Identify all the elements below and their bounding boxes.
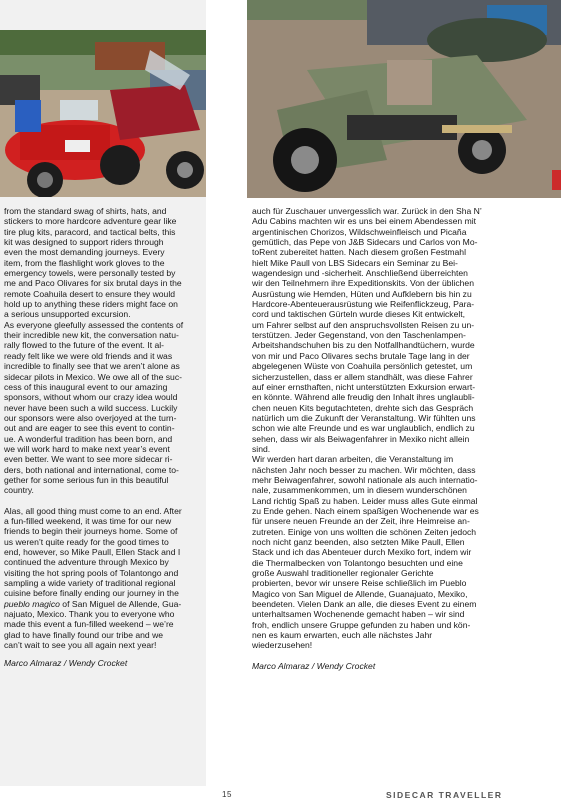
left-paragraph-2a: Alas, all good thing must come to an end. After a fun-filled weekend, it was time for our new friends to begin their journeys home. Some of us weren’t quite ready for the good times to end, however, so Mike Paull, Ellen Stack and I continued the adventure through Mexico by visiting the hot spring pools of Tolantongo and sampling a wide variety of traditional regional cuisine before finally ending our journey in the — [4, 505, 182, 599]
green-sidecar-motorcycle-photo-icon — [247, 0, 561, 198]
right-paragraph-1: auch für Zuschauer unvergesslich war. Zurück in den Sha N’ Adu Cabins machten wir es uns bei einem Abendessen mit argentinischen Chorizos, Wildschweinfleisch und Picaña gemütlich, das Pepe von J&B Sidecars und Carlos von Mo- toRent zubereitet hatten. Nach diesem großen Festmahl hielt Mike Paull von LBS Sidecars ein Seminar zu Bei- wagendesign und -sicherheit. Anschließend überreichten wir den Teilnehmern ihre Expeditionskits. Von der üblichen Ausrüstung wie Hemden, Hüten und Aufklebern bis hin zu Hardcore-Abenteuerausrüstung wie Reifenflickzeug, Para- cord und taktischen Gürteln wurde dieses Kit entwickelt, um Fahrer selbst auf den anspruchsvollsten Reisen zu un- terstützen. Jeder Gegenstand, von den Taschenlampen- Arbeitshandschuhen bis zu den Notfallhandtüchern, wurde von mir und Paco Olivares sechs brutale Tage lang in der abgelegenen Wüste von Coahuila persönlich getestet, um sicherzustellen, dass er allem standhält, was diese Fahrer auf einer ernsthaften, nicht unterstützten Exkursion erwart- en könnte. Während alle freudig den Inhalt ihres unglaubli- chen neuen Kits begutachteten, drehte sich das Gespräch natürlich um die Zukunft der Veranstaltung. Wir fühlten uns schon wie alte Freunde und es war unglaublich, endlich zu sehen, dass wir als Beiwagenfahrer in Mexiko nicht allein sind. Wir werden hart daran arbeiten, die Veranstaltung im nächsten Jahr noch besser zu machen. Wir möchten, dass mehr Beiwagenfahrer, sowohl nationale als auch internatio- nale, zusammenkommen, um in diesem wunderschönen Land richtig Spaß zu haben. Leider muss alles Gute einmal zu Ende gehen. Nach einem spaßigen Wochenende war es für unsere neuen Freunde an der Zeit, ihre Heimreise an- zutreten. Einige von uns wollten die schönen Zeiten jedoch noch nicht ganz beenden, also setzten Mike Paull, Ellen Stack und ich das Abenteuer durch Mexiko fort, indem wir die Thermalbecken von Tolantongo besuchten und eine große Auswahl traditioneller regionaler Gerichte probierten, bevor wir unsere Reise schließlich im Pueblo Magico von San Miguel de Allende, Guanajuato, Mexiko, beendeten. Vielen Dank an alle, die dieses Event zu einem unterhaltsamen Wochenende gemacht haben – wir sind froh, endlich unsere Gruppe gefunden zu haben und kön- nen es kaum erwarten, euch alle nächstes Jahr wiederzusehen! — [252, 206, 482, 651]
right-author: Marco Almaraz / Wendy Crocket — [252, 660, 376, 671]
magazine-name: SIDECAR TRAVELLER — [386, 790, 503, 800]
photo-green-sidecar — [247, 0, 561, 198]
left-column — [0, 0, 206, 786]
left-article-text — [4, 206, 204, 669]
page-number: 15 — [222, 790, 232, 799]
red-sidecar-motorcycle-photo-icon — [0, 30, 206, 197]
left-paragraph-2 — [4, 506, 204, 651]
left-paragraph-1: from the standard swag of shirts, hats, and stickers to more hardcore adventure gear like tire plug kits, paracord, and tactical belts, this kit was designed to support riders through even the most demanding journeys. Every item, from the flashlight work gloves to the emergency towels, were personally tested by me and Paco Olivares for six brutal days in the remote Coahuila desert to ensure they would hold up to anything these riders might face on a serious unsupported excursion. As everyone gleefully assessed the contents of their incredible new kit, the conversation natu- rally flowed to the future of the event. It al- ready felt like we were old friends and it was incredible to finally see that we aren’t alone as sidecar pilots in Mexico. We owe all of the suc- cess of this inaugural event to our amazing sponsors, without whom our crazy idea would never have been such a wild success. Luckily our sponsors were also overjoyed at the turn- out and are eager to see this event to contin- ue. A wonderful tradition has been born, and we will work hard to make next year’s event even better. We want to see more sidecar ri- ders, both national and international, come to- gether for some serious fun in this beautiful country. — [4, 206, 184, 496]
right-article-text — [252, 206, 556, 671]
left-author: Marco Almaraz / Wendy Crocket — [4, 658, 128, 669]
pueblo-magico-italic: pueblo magico — [4, 598, 60, 609]
photo-red-sidecar — [0, 30, 206, 197]
right-column — [247, 0, 561, 786]
left-paragraph-2b: of San Miguel de Allende, Gua- najuato, Mexico. Thank you to everyone who made this event a fun-filled weekend – we’re glad to have finally found our tribe and we can’t wait to see you all again next year! — [4, 598, 182, 651]
